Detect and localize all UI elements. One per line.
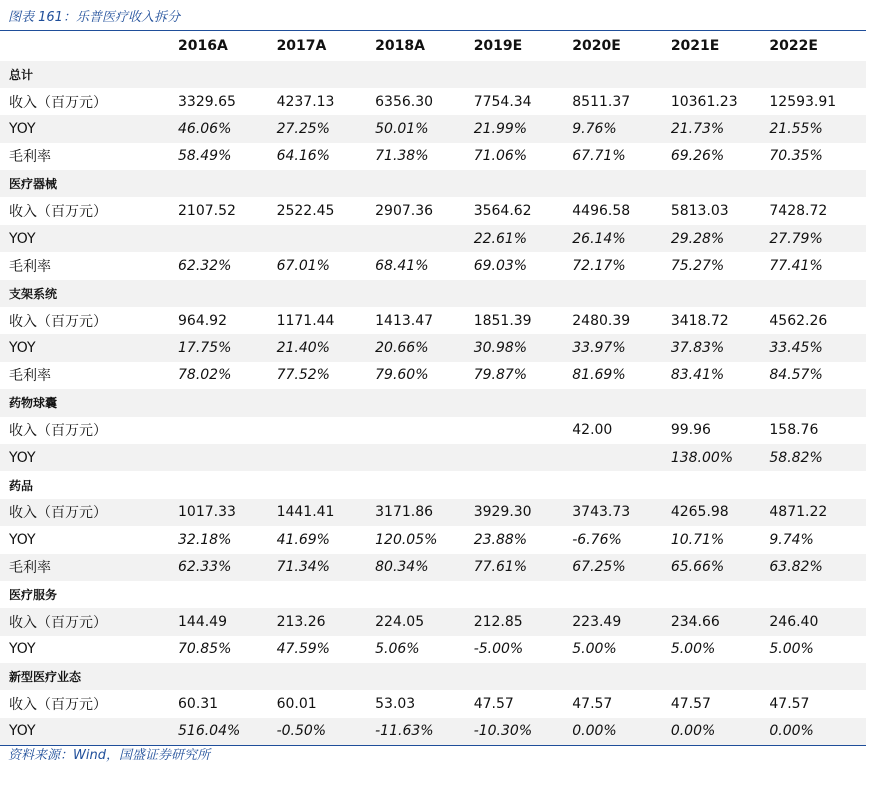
table-cell: 47.57 xyxy=(769,696,810,713)
row-label: 药物球囊 xyxy=(0,389,176,416)
table-cell: -11.63% xyxy=(373,718,472,745)
table-cell: 99.96 xyxy=(670,422,711,439)
header-cell: 2020E xyxy=(572,37,621,54)
table-cell xyxy=(176,170,275,197)
row-label: 收入（百万元） xyxy=(9,697,107,714)
table-cell: 5.00% xyxy=(769,641,814,658)
row-label: 总计 xyxy=(0,61,176,88)
table-row xyxy=(0,444,866,471)
table-cell: 80.34% xyxy=(373,554,472,581)
row-label: 新型医疗业态 xyxy=(0,663,176,690)
table-cell: 212.85 xyxy=(472,608,571,635)
table-cell xyxy=(767,471,866,498)
table-cell: 144.49 xyxy=(176,608,275,635)
table-cell: 69.03% xyxy=(473,257,528,274)
table-cell: 37.83% xyxy=(669,334,768,361)
table-cell xyxy=(472,280,571,307)
table-cell xyxy=(373,280,472,307)
table-cell: 3929.30 xyxy=(472,499,571,526)
table-cell: 67.25% xyxy=(570,554,669,581)
row-label: 药品 xyxy=(9,478,34,493)
table-cell: 12593.91 xyxy=(769,93,837,110)
table-cell xyxy=(570,280,669,307)
table-cell: 7428.72 xyxy=(769,203,828,220)
table-cell: 71.38% xyxy=(375,148,429,165)
table-cell: 62.32% xyxy=(178,257,232,274)
table-cell xyxy=(472,389,571,416)
table-cell: 3564.62 xyxy=(473,203,532,220)
table-row xyxy=(0,115,866,142)
table-cell: 3329.65 xyxy=(178,93,236,110)
row-label: 毛利率 xyxy=(9,258,51,275)
table-cell xyxy=(373,444,472,471)
table-cell: 2907.36 xyxy=(375,203,434,220)
table-cell: 5.00% xyxy=(572,641,617,658)
header-cell: 2017A xyxy=(276,37,327,54)
table-cell xyxy=(275,444,374,471)
table-row xyxy=(0,690,866,717)
table-cell xyxy=(767,389,866,416)
table-cell: 26.14% xyxy=(570,225,669,252)
table-cell: 0.00% xyxy=(570,718,669,745)
table-cell: 70.85% xyxy=(178,641,232,658)
source-note: 资料来源：Wind，国盛证券研究所 xyxy=(8,748,210,763)
row-label: YOY xyxy=(0,444,176,471)
table-row xyxy=(0,197,866,224)
section-row xyxy=(0,61,866,88)
table-cell: 120.05% xyxy=(375,531,438,548)
row-label: YOY xyxy=(9,531,36,548)
table-cell: 77.41% xyxy=(769,257,823,274)
table-cell xyxy=(472,581,571,608)
table-cell: 47.57 xyxy=(670,696,711,713)
row-label: 医疗器械 xyxy=(0,170,176,197)
row-label: 收入（百万元） xyxy=(0,608,176,635)
table-cell: 71.34% xyxy=(275,554,374,581)
table-cell: -5.00% xyxy=(473,641,524,658)
table-row xyxy=(0,334,866,361)
table-cell: 62.33% xyxy=(176,554,275,581)
table-row xyxy=(0,554,866,581)
table-cell xyxy=(669,471,768,498)
section-row xyxy=(0,389,866,416)
row-label: 支架系统 xyxy=(0,280,176,307)
table-cell: 47.57 xyxy=(473,696,514,713)
table-row xyxy=(0,362,866,389)
table-row xyxy=(0,608,866,635)
table-row xyxy=(0,417,866,444)
table-cell: 79.87% xyxy=(473,367,528,384)
table-row xyxy=(0,225,866,252)
table-cell: 21.40% xyxy=(275,334,374,361)
table-cell xyxy=(669,61,768,88)
table-cell xyxy=(176,663,275,690)
table-cell: 72.17% xyxy=(572,257,626,274)
row-label: YOY xyxy=(9,641,36,658)
table-row xyxy=(0,526,866,553)
table-cell xyxy=(669,170,768,197)
table-cell: 20.66% xyxy=(373,334,472,361)
header-cell xyxy=(0,31,176,61)
section-row xyxy=(0,663,866,690)
table-cell: 5813.03 xyxy=(670,203,729,220)
table-cell xyxy=(669,280,768,307)
table-row xyxy=(0,88,866,115)
table-cell: 246.40 xyxy=(767,608,866,635)
table-cell xyxy=(275,663,374,690)
table-cell: 32.18% xyxy=(178,531,232,548)
table-cell: 65.66% xyxy=(669,554,768,581)
table-row xyxy=(0,636,866,663)
table-cell xyxy=(472,417,571,444)
table-cell xyxy=(570,471,669,498)
table-cell: 6356.30 xyxy=(375,93,434,110)
table-cell: 3418.72 xyxy=(670,312,729,329)
table-cell: 75.27% xyxy=(670,257,725,274)
table-cell xyxy=(767,581,866,608)
header-cell: 2016A xyxy=(178,37,228,54)
table-cell xyxy=(176,225,275,252)
table-cell: 10.71% xyxy=(670,531,725,548)
table-cell xyxy=(373,61,472,88)
table-cell: 58.82% xyxy=(767,444,866,471)
table-cell: 21.99% xyxy=(472,115,571,142)
table-cell: 22.61% xyxy=(472,225,571,252)
table-cell xyxy=(373,170,472,197)
table-cell: 0.00% xyxy=(767,718,866,745)
table-cell: 42.00 xyxy=(572,422,613,439)
table-cell: 69.26% xyxy=(670,148,725,165)
table-cell: 78.02% xyxy=(178,367,232,384)
table-body xyxy=(0,61,866,746)
table-cell xyxy=(373,417,472,444)
table-row xyxy=(0,252,866,279)
table-row xyxy=(0,307,866,334)
table-cell: 33.45% xyxy=(767,334,866,361)
table-cell xyxy=(176,280,275,307)
table-cell: 47.57 xyxy=(572,696,613,713)
table-cell xyxy=(373,225,472,252)
table-cell xyxy=(767,280,866,307)
table-cell: 516.04% xyxy=(176,718,275,745)
table-cell xyxy=(176,389,275,416)
table-cell: 50.01% xyxy=(373,115,472,142)
header-cell: 2019E xyxy=(473,37,523,54)
table-cell xyxy=(767,663,866,690)
table-cell: 21.73% xyxy=(669,115,768,142)
table-cell: -10.30% xyxy=(472,718,571,745)
table-cell xyxy=(275,417,374,444)
table-cell: -6.76% xyxy=(572,531,622,548)
row-label: 医疗服务 xyxy=(9,588,58,603)
table-cell xyxy=(176,61,275,88)
table-cell: 234.66 xyxy=(669,608,768,635)
table-cell: 83.41% xyxy=(670,367,725,384)
table-cell xyxy=(669,389,768,416)
table-cell xyxy=(373,663,472,690)
table-cell xyxy=(472,663,571,690)
table-cell xyxy=(373,471,472,498)
table-cell: 67.71% xyxy=(572,148,626,165)
table-cell: 5.00% xyxy=(670,641,716,658)
row-label: 毛利率 xyxy=(9,149,51,166)
section-row xyxy=(0,471,866,498)
table-cell: 2480.39 xyxy=(572,312,631,329)
table-cell: 79.60% xyxy=(375,367,429,384)
table-cell: 47.59% xyxy=(276,641,330,658)
row-label: 收入（百万元） xyxy=(9,423,107,440)
table-cell: 58.49% xyxy=(178,148,232,165)
table-cell xyxy=(767,170,866,197)
table-cell: 33.97% xyxy=(570,334,669,361)
table-cell: 70.35% xyxy=(769,148,823,165)
section-row xyxy=(0,170,866,197)
table-cell xyxy=(472,444,571,471)
table-cell: 77.61% xyxy=(472,554,571,581)
table-cell: 29.28% xyxy=(669,225,768,252)
table-cell: 158.76 xyxy=(769,422,819,439)
table-cell: 213.26 xyxy=(275,608,374,635)
table-cell: 138.00% xyxy=(669,444,768,471)
table-cell: 60.31 xyxy=(178,696,219,713)
header-cell: 2018A xyxy=(375,37,425,54)
table-cell: 4496.58 xyxy=(572,203,631,220)
table-cell: -0.50% xyxy=(275,718,374,745)
table-cell: 3171.86 xyxy=(373,499,472,526)
table-cell: 60.01 xyxy=(276,696,317,713)
header-cell: 2022E xyxy=(769,37,818,54)
table-cell: 4265.98 xyxy=(669,499,768,526)
table-cell xyxy=(472,471,571,498)
table-cell: 4871.22 xyxy=(767,499,866,526)
table-cell xyxy=(669,581,768,608)
table-cell xyxy=(669,663,768,690)
table-cell xyxy=(275,225,374,252)
row-label: YOY xyxy=(0,225,176,252)
table-cell xyxy=(275,170,374,197)
table-cell xyxy=(275,471,374,498)
table-cell xyxy=(275,280,374,307)
table-cell: 1017.33 xyxy=(176,499,275,526)
table-cell: 9.74% xyxy=(769,531,814,548)
table-cell: 223.49 xyxy=(570,608,669,635)
table-caption: 图表 161：乐普医疗收入拆分 xyxy=(8,10,180,25)
row-label: 收入（百万元） xyxy=(9,204,107,221)
table-cell xyxy=(176,417,275,444)
table-cell: 27.79% xyxy=(767,225,866,252)
table-cell: 0.00% xyxy=(669,718,768,745)
row-label: YOY xyxy=(0,115,176,142)
table-cell xyxy=(275,389,374,416)
table-cell: 46.06% xyxy=(176,115,275,142)
table-cell xyxy=(570,581,669,608)
section-row xyxy=(0,581,866,608)
table-cell: 81.69% xyxy=(572,367,626,384)
table-cell xyxy=(570,61,669,88)
table-cell: 67.01% xyxy=(276,257,330,274)
table-cell: 964.92 xyxy=(178,312,227,329)
table-cell: 224.05 xyxy=(373,608,472,635)
table-cell xyxy=(767,61,866,88)
table-cell xyxy=(570,389,669,416)
table-cell xyxy=(570,444,669,471)
table-cell xyxy=(176,444,275,471)
table-cell: 17.75% xyxy=(176,334,275,361)
table-cell xyxy=(373,389,472,416)
table-cell xyxy=(176,581,275,608)
row-label: YOY xyxy=(0,718,176,745)
row-label: 收入（百万元） xyxy=(0,499,176,526)
table-cell: 84.57% xyxy=(769,367,823,384)
table-cell: 7754.34 xyxy=(473,93,532,110)
table-cell: 21.55% xyxy=(767,115,866,142)
table-cell: 2107.52 xyxy=(178,203,236,220)
table-cell: 1171.44 xyxy=(276,312,335,329)
table-cell xyxy=(472,61,571,88)
table-cell xyxy=(275,61,374,88)
table-row xyxy=(0,718,866,745)
table-cell: 27.25% xyxy=(275,115,374,142)
table-cell xyxy=(570,170,669,197)
table-cell: 30.98% xyxy=(472,334,571,361)
table-cell: 4237.13 xyxy=(276,93,335,110)
table-row xyxy=(0,143,866,170)
table-cell: 2522.45 xyxy=(276,203,335,220)
table-cell xyxy=(373,581,472,608)
table-cell: 4562.26 xyxy=(769,312,828,329)
table-cell: 71.06% xyxy=(473,148,528,165)
row-label: YOY xyxy=(0,334,176,361)
table-cell xyxy=(176,471,275,498)
table-cell: 1441.41 xyxy=(275,499,374,526)
row-label: 收入（百万元） xyxy=(9,313,107,330)
table-cell: 64.16% xyxy=(276,148,330,165)
table-cell: 5.06% xyxy=(375,641,420,658)
table-cell: 9.76% xyxy=(570,115,669,142)
table-cell: 8511.37 xyxy=(572,93,631,110)
table-cell: 77.52% xyxy=(276,367,330,384)
row-label: 毛利率 xyxy=(0,554,176,581)
table-cell xyxy=(275,581,374,608)
table-cell: 68.41% xyxy=(375,257,429,274)
table-cell: 1413.47 xyxy=(375,312,434,329)
row-label: 毛利率 xyxy=(9,368,51,385)
table-cell: 63.82% xyxy=(767,554,866,581)
table-cell xyxy=(472,170,571,197)
revenue-breakdown-table xyxy=(0,30,866,746)
table-cell: 1851.39 xyxy=(473,312,532,329)
table-cell: 23.88% xyxy=(473,531,528,548)
table-row xyxy=(0,499,866,526)
header-row xyxy=(0,31,866,61)
table-cell: 53.03 xyxy=(375,696,416,713)
table-cell: 3743.73 xyxy=(570,499,669,526)
row-label: 收入（百万元） xyxy=(9,94,107,111)
table-cell: 41.69% xyxy=(276,531,330,548)
section-row xyxy=(0,280,866,307)
header-cell: 2021E xyxy=(670,37,720,54)
table-cell xyxy=(570,663,669,690)
table-cell: 10361.23 xyxy=(670,93,738,110)
